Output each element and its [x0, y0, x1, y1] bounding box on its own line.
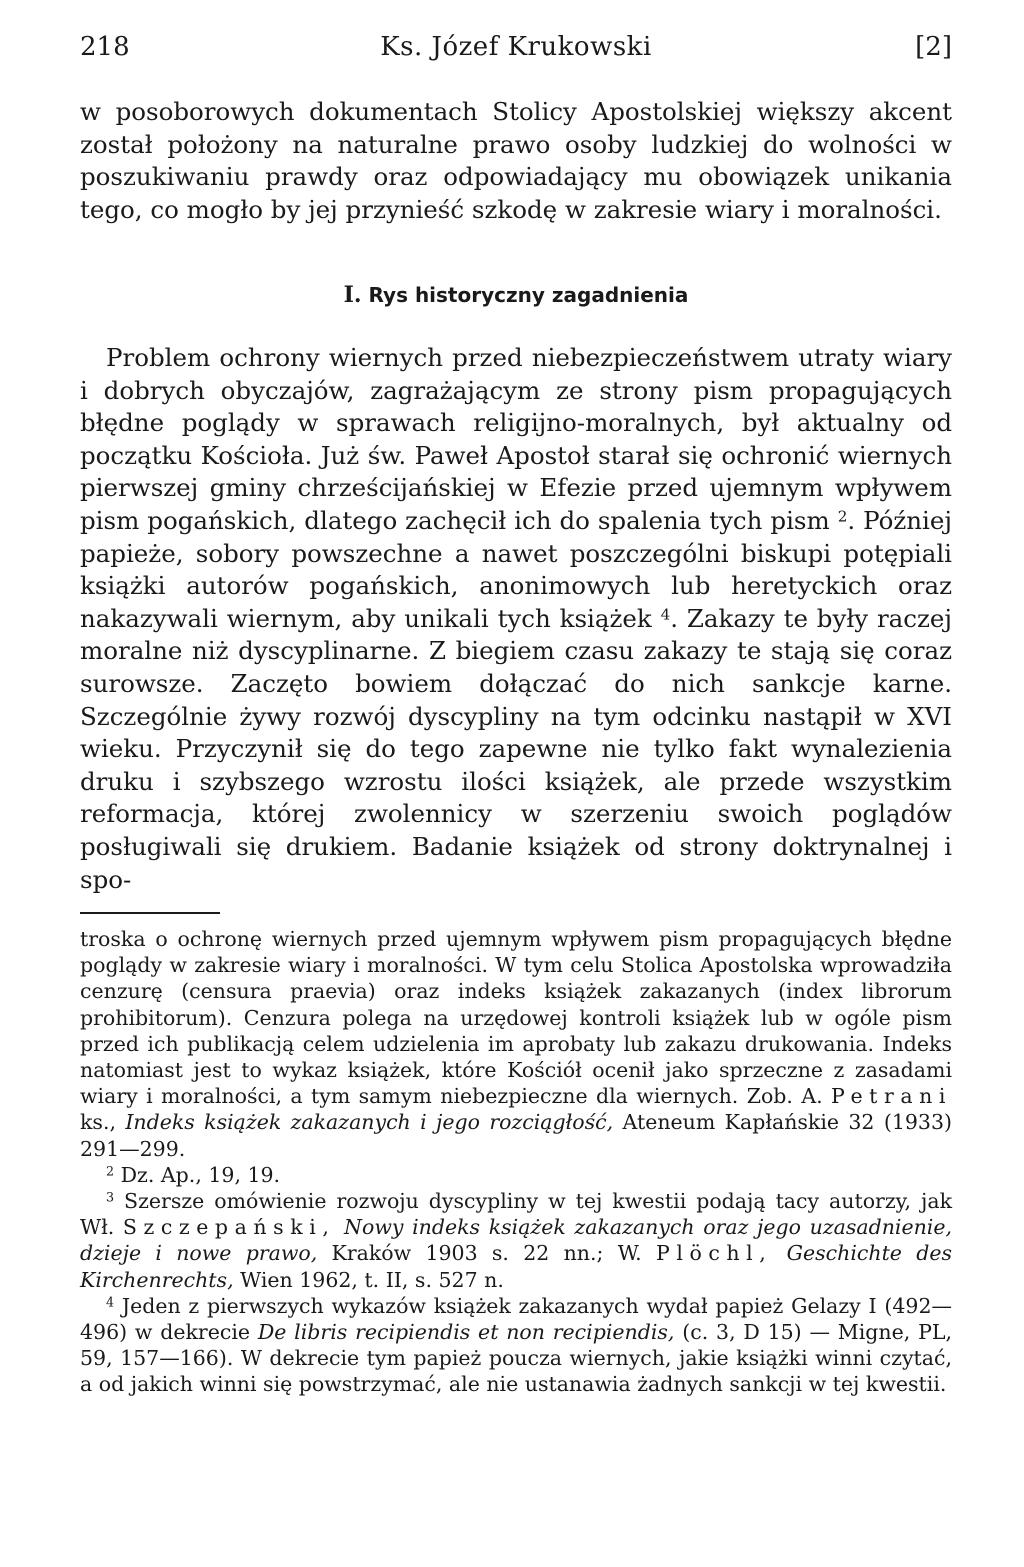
footnote-3-author-1: Szczepański, — [122, 1215, 336, 1240]
running-head-author: Ks. Józef Krukowski — [380, 32, 652, 62]
footnote-3-title-2: Geschichte des Kirchenrechts, — [80, 1241, 952, 1292]
section-number: [2] — [915, 32, 952, 62]
footnote-2-text: Dz. Ap., 19, 19. — [114, 1162, 281, 1187]
footnote-1-text-b: ks., — [80, 1110, 126, 1135]
footnote-3-text-b: Kraków 1903 s. 22 nn.; W. — [317, 1241, 656, 1266]
footnote-1-continued — [80, 926, 952, 1162]
section-heading — [80, 280, 952, 310]
footnote-4 — [80, 1293, 952, 1398]
main-paragraph-part3: . Zakazy te były raczej moralne niż dyscyplinarne. Z biegiem czasu zakazy te stają się coraz surowsze. Zaczęto bowiem dołączać do nich sankcje karne. Szczególnie żywy rozwój dyscypliny na tym odcinku nastąpił w XVI wieku. Przyczynił się do tego zapewne nie tylko fakt wynalezienia druku i szybszego wzrostu ilości książek, ale przede wszystkim reformacja, której zwolennicy w szerzeniu swoich poglądów posługiwali się drukiem. Badanie książek od strony doktrynalnej i spo- — [80, 603, 953, 894]
footnote-4-number: 4 — [106, 1294, 115, 1310]
main-paragraph-part1: Problem ochrony wiernych przed niebezpieczeństwem utraty wiary i dobrych obyczajów, zagrażającym ze strony pism propagujących błędne poglądy w sprawach religijno-moralnych, był aktualny od początku Kościoła. Już św. Paweł Apostoł starał się ochronić wiernych pierwszej gminy chrześcijańskiej w Efezie przed ujemnym wpływem pism pogańskich, dlatego zachęcił ich do spalenia tych pism — [80, 343, 952, 535]
footnote-divider — [80, 912, 220, 914]
main-paragraph — [80, 342, 952, 896]
footnote-3-author-2: Plöchl, — [655, 1241, 773, 1266]
footnote-2 — [80, 1162, 952, 1188]
footnote-ref-2: 2 — [837, 507, 848, 526]
footnote-ref-4: 4 — [660, 605, 671, 624]
footnote-1-title: Indeks książek zakazanych i jego rozciągłość, — [125, 1110, 614, 1135]
page-number: 218 — [80, 32, 130, 62]
footnote-2-number: 2 — [106, 1163, 115, 1179]
section-heading-number: I. — [343, 282, 362, 308]
footnote-3-text: Szersze omówienie rozwoju dyscypliny w tej kwestii podają tacy autorzy, jak Wł. — [80, 1189, 952, 1240]
main-paragraph-part2: . Później papieże, sobory powszechne a nawet poszczególni biskupi potępiali książki autorów pogańskich, anonimowych lub heretyckich oraz nakazywali wiernym, aby unikali tych książek — [80, 505, 952, 633]
footnote-3-number: 3 — [106, 1189, 115, 1205]
footnote-4-text-b: (c. 3, D 15) — Migne, PL, 59, 157—166). W dekrecie tym papież poucza wiernych, jakie książki winni czytać, a od jakich winni się powstrzymać, ale nie ustanawia żadnych sankcji w tej kwestii. — [80, 1320, 952, 1397]
footnote-1-text-c: Ateneum Kapłańskie 32 (1933) 291—299. — [80, 1110, 952, 1161]
footnote-3-title-1: Nowy indeks książek zakazanych oraz jego uzasadnienie, dzieje i nowe prawo, — [80, 1215, 953, 1266]
footnotes — [80, 926, 952, 1398]
page — [80, 0, 952, 1567]
footnote-3-text-c: Wien 1962, t. II, s. 527 n. — [233, 1267, 504, 1292]
running-head — [80, 30, 952, 70]
footnote-3 — [80, 1188, 952, 1293]
footnote-1-text: troska o ochronę wiernych przed ujemnym wpływem pism propagujących błędne poglądy w zakresie wiary i moralności. W tym celu Stolica Apostolska wprowadziła cenzurę (censura praevia) oraz indeks książek zakazanych (index librorum prohibitorum). Cenzura polega na urzędowej kontroli książek lub w ogóle pism przed ich publikacją celem udzielenia im aprobaty lub zakazu drukowania. Indeks natomiast jest to wykaz książek, które Kościół ocenił jako sprzeczne z zasadami wiary i moralności, a tym samym niebezpieczne dla wiernych. Zob. A. — [80, 927, 952, 1109]
intro-paragraph: w posoborowych dokumentach Stolicy Apostolskiej większy akcent został położony na naturalne prawo osoby ludzkiej do wolności w poszukiwaniu prawdy oraz odpowiadający mu obowiązek unikania tego, co mogło by jej przynieść szkodę w zakresie wiary i moralności. — [80, 97, 952, 224]
section-heading-title: Rys historyczny zagadnienia — [368, 283, 689, 307]
footnote-1-author: Petrani — [831, 1084, 952, 1109]
footnote-4-text: Jeden z pierwszych wykazów książek zakazanych wydał papież Gelazy I (492—496) w dekrecie — [80, 1293, 952, 1345]
footnote-4-title: De libris recipiendis et non recipiendis, — [257, 1320, 675, 1345]
